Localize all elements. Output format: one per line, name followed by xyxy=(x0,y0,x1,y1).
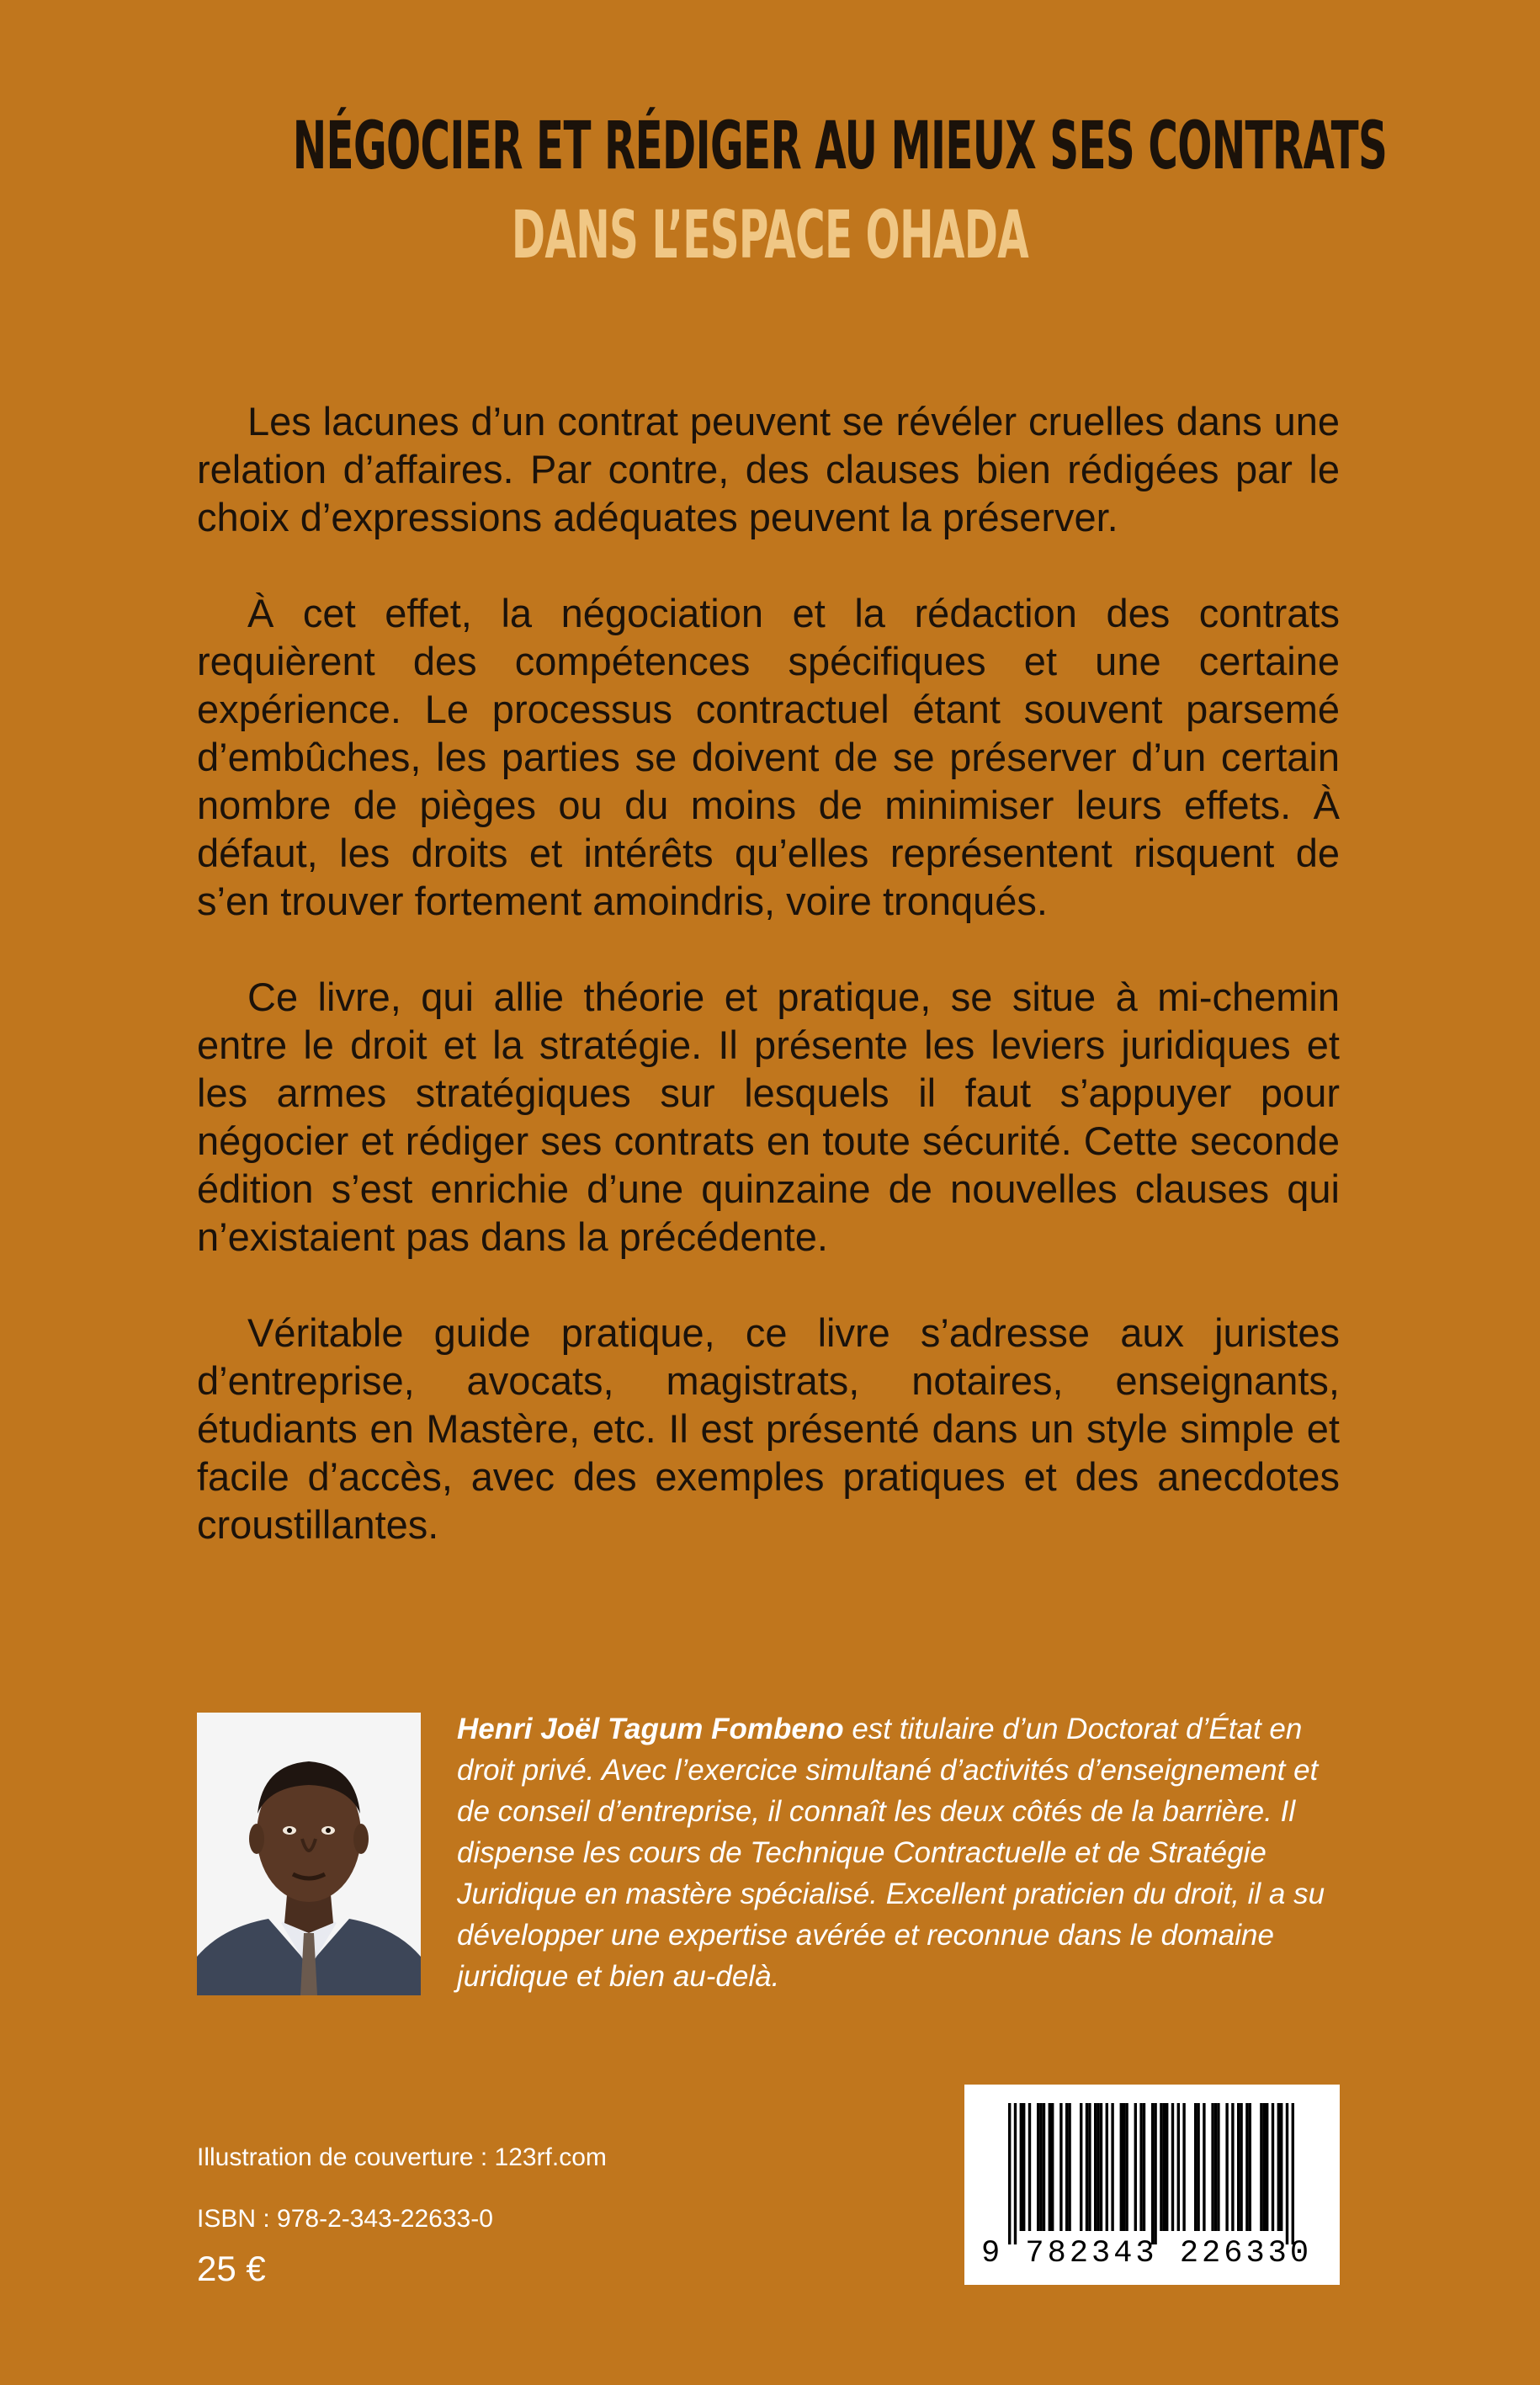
back-cover-description xyxy=(197,397,1340,1596)
barcode-bar xyxy=(1249,2103,1251,2231)
barcode-bar xyxy=(1106,2103,1108,2231)
barcode-bar xyxy=(1143,2103,1145,2231)
barcode-bar xyxy=(1088,2103,1091,2231)
barcode-bar xyxy=(1240,2103,1242,2231)
title-line-1: NÉGOCIER ET RÉDIGER AU MIEUX SES CONTRATS xyxy=(292,109,1388,184)
barcode-bar xyxy=(1277,2103,1280,2231)
barcode-bar xyxy=(1080,2103,1082,2231)
price: 25 € xyxy=(197,2249,266,2288)
barcode-bar xyxy=(1100,2103,1102,2231)
barcode-bar xyxy=(1263,2103,1266,2231)
barcode-bar xyxy=(1171,2103,1174,2231)
book-title xyxy=(0,109,1540,274)
barcode-bar xyxy=(1086,2103,1088,2231)
barcode-bar xyxy=(1214,2103,1217,2231)
barcode-bar xyxy=(1037,2103,1039,2231)
barcode-bar xyxy=(1286,2103,1288,2244)
barcode-bar xyxy=(1280,2103,1282,2231)
paragraph: Les lacunes d’un contrat peuvent se révéler cruelles dans une relation d’affaires. Par contre, des clauses bien rédigées par le choix d’expressions adéquates peuvent la préserver. xyxy=(197,399,1340,539)
barcode-bar xyxy=(1182,2103,1185,2231)
barcode-bar xyxy=(1163,2103,1166,2231)
barcode-bar xyxy=(1211,2103,1213,2231)
barcode-bar xyxy=(1028,2103,1031,2231)
barcode-bar xyxy=(1154,2103,1156,2244)
author-name: Henri Joël Tagum Fombeno xyxy=(457,1713,844,1745)
barcode-bar xyxy=(1203,2103,1205,2231)
author-photo xyxy=(197,1713,421,1995)
barcode-digits: 9 782343 226330 xyxy=(981,2236,1313,2271)
barcode-bar xyxy=(1237,2103,1240,2231)
paragraph: Véritable guide pratique, ce livre s’adresse aux juristes d’entreprise, avocats, magistrats, notaires, enseignants, étudiants en Mastère, etc. Il est présenté dans un style simple et facile d’accès, avec des exemples pratiques et des anecdotes croustillantes. xyxy=(197,1310,1340,1547)
barcode-bar xyxy=(1231,2103,1234,2231)
barcode-bar xyxy=(1111,2103,1113,2231)
barcode-bar xyxy=(1217,2103,1219,2231)
barcode-bar xyxy=(1008,2103,1011,2244)
barcode-bar xyxy=(1197,2103,1199,2231)
paragraph: À cet effet, la négociation et la rédaction des contrats requièrent des compétences spécifiques et une certaine expérience. Le processus contractuel étant souvent parsemé d’embûches, les parties se doivent de se préserver d’un certain nombre de pièges ou du moins de minimiser leurs effets. À défaut, les droits et intérêts qu’elles représentent risquent de s’en trouver fortement amoindris, voire tronqués. xyxy=(197,591,1340,923)
barcode-bar xyxy=(1020,2103,1022,2231)
barcode xyxy=(964,2085,1340,2285)
author-bio xyxy=(457,1708,1341,1997)
barcode-bar xyxy=(1049,2103,1051,2231)
barcode-bar xyxy=(1151,2103,1154,2244)
barcode-bar xyxy=(1260,2103,1262,2231)
barcode-bar xyxy=(1022,2103,1025,2231)
isbn: ISBN : 978-2-343-22633-0 xyxy=(197,2205,493,2233)
paragraph: Ce livre, qui allie théorie et pratique, se situe à mi-chemin entre le droit et la stratégie. Il présente les leviers juridiques et les armes stratégiques sur lesquels il faut s’appuyer pour négocier et rédiger ses contrats en toute sécurité. Cette seconde édition s’est enrichie d’une quinzaine de nouvelles clauses qui n’existaient pas dans la précédente. xyxy=(197,975,1340,1259)
barcode-bar xyxy=(1094,2103,1097,2231)
author-bio-text: est titulaire d’un Doctorat d’État en droit privé. Avec l’exercice simultané d’activités d’enseignement et de conseil d’entreprise, il connaît les deux côtés de la barrière. Il dispense les cours de Technique Contractuelle et de Stratégie Juridique en mastère spécialisé. Excellent praticien du droit, il a su développer une expertise avérée et reconnue dans le domaine juridique et bien au-delà. xyxy=(457,1713,1325,1993)
barcode-bar xyxy=(1194,2103,1197,2231)
barcode-bar xyxy=(1245,2103,1248,2231)
barcode-bar xyxy=(1014,2103,1017,2244)
barcode-bar xyxy=(1225,2103,1228,2231)
barcode-bar xyxy=(1097,2103,1099,2231)
barcode-bar xyxy=(1266,2103,1268,2231)
barcode-bar xyxy=(1120,2103,1123,2231)
barcode-bar xyxy=(1166,2103,1168,2231)
barcode-bar xyxy=(1068,2103,1070,2231)
barcode-bar xyxy=(1292,2103,1294,2244)
barcode-bar xyxy=(1139,2103,1142,2231)
barcode-bar xyxy=(1125,2103,1128,2231)
author-portrait-image xyxy=(197,1713,421,1995)
barcode-bar xyxy=(1059,2103,1062,2231)
cover-illustration-credit: Illustration de couverture : 123rf.com xyxy=(197,2143,607,2171)
title-line-2: DANS L’ESPACE OHADA xyxy=(511,198,1029,274)
barcode-bar xyxy=(1177,2103,1180,2231)
barcode-bar xyxy=(1051,2103,1054,2231)
barcode-bar xyxy=(1123,2103,1125,2231)
barcode-bar xyxy=(1134,2103,1137,2231)
barcode-bar xyxy=(1272,2103,1274,2231)
barcode-bar xyxy=(1065,2103,1068,2231)
barcode-bar xyxy=(1043,2103,1045,2231)
barcode-bar xyxy=(1160,2103,1162,2231)
barcode-bar xyxy=(1039,2103,1042,2231)
